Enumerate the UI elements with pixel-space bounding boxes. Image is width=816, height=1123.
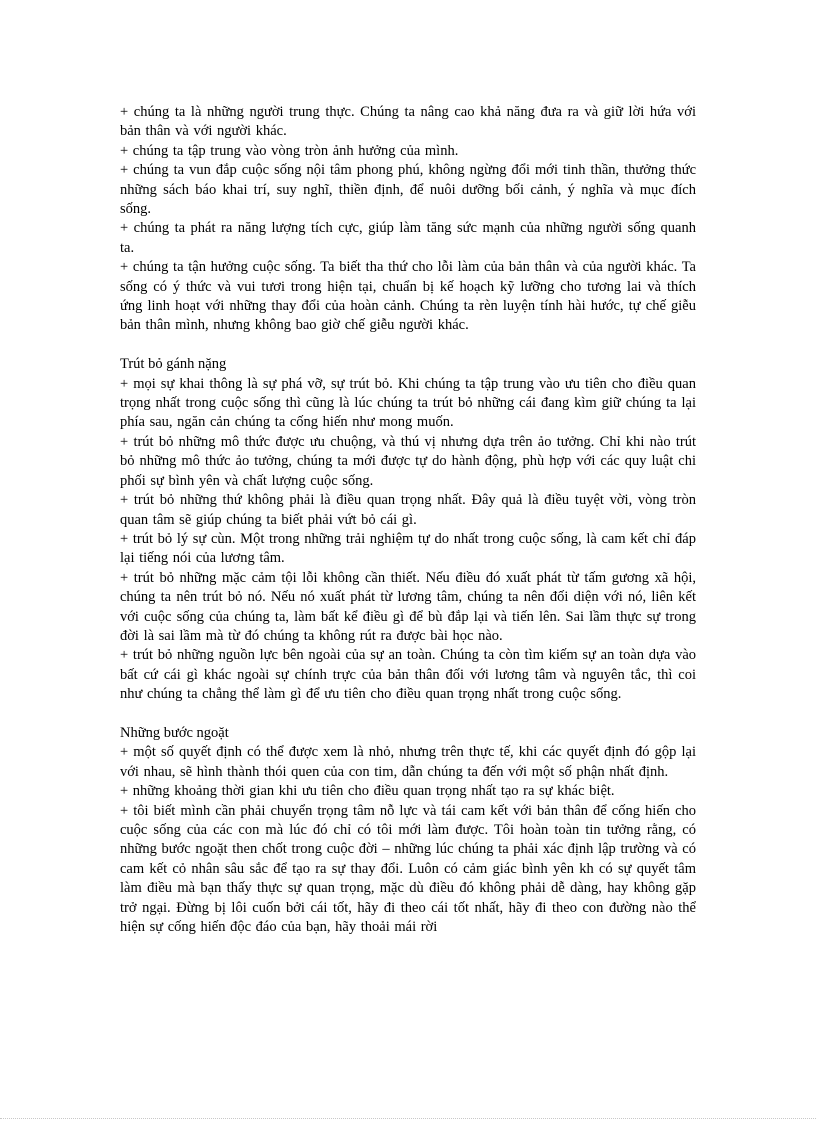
paragraph: + trút bỏ những thứ không phải là điều quan trọng nhất. Đây quả là điều tuyệt vời, vòng tròn quan tâm sẽ giúp chúng ta biết phải vứt bỏ cái gì. <box>120 492 696 528</box>
paragraph: + chúng ta phát ra năng lượng tích cực, giúp làm tăng sức mạnh của những người sống quanh ta. <box>120 220 696 256</box>
paragraph: + chúng ta là những người trung thực. Chúng ta nâng cao khả năng đưa ra và giữ lời hứa với bản thân và với người khác. <box>120 104 696 140</box>
section-spacer <box>120 705 696 724</box>
paragraph: + những khoảng thời gian khi ưu tiên cho điều quan trọng nhất tạo ra sự khác biệt. <box>120 783 615 800</box>
paragraph: + mọi sự khai thông là sự phá vỡ, sự trút bỏ. Khi chúng ta tập trung vào ưu tiên cho điều quan trọng nhất trong cuộc sống thì cũng là lúc chúng ta trút bỏ những cái đang kìm giữ chúng ta lại phía sau, ngăn cản chúng ta cống hiến như mong muốn. <box>120 375 696 431</box>
paragraph: + một số quyết định có thể được xem là nhỏ, nhưng trên thực tế, khi các quyết định đó gộp lại với nhau, sẽ hình thành thói quen của con tim, dẫn chúng ta đến với một số phận nhất định. <box>120 744 696 780</box>
page-bottom-edge <box>0 1118 816 1123</box>
section-spacer <box>120 336 696 355</box>
paragraph: + tôi biết mình cần phải chuyển trọng tâm nỗ lực và tái cam kết với bản thân để cống hiến cho cuộc sống của các con mà lúc đó chỉ có tôi mới làm được. Tôi hoàn toàn tin tưởng rằng, có những bước ngoặt then chốt trong cuộc đời – những lúc chúng ta phải xác định lập trường và có cam kết cỏ nhân sâu sắc để tạo ra sự thay đổi. Luôn có cảm giác bình yên kh có sự quyết tâm làm điều mà bạn thấy thực sự quan trọng, mặc dù điều đó không phải dễ dàng, hay không gặp trở ngại. Đừng bị lôi cuốn bởi cái tốt, hãy đi theo cái tốt nhất, hãy đi theo con đường nào thể hiện sự cống hiến độc đáo của bạn, hãy thoải mái rời <box>120 802 696 936</box>
paragraph: + chúng ta vun đắp cuộc sống nội tâm phong phú, không ngừng đổi mới tinh thần, thưởng thức những sách báo khai trí, suy nghĩ, thiền định, để nuôi dưỡng bối cảnh, ý nghĩa và mục đích sống. <box>120 162 696 218</box>
paragraph: + trút bỏ lý sự cùn. Một trong những trải nghiệm tự do nhất trong cuộc sống, là cam kết chỉ đáp lại tiếng nói của lương tâm. <box>120 530 696 567</box>
paragraph: + chúng ta tập trung vào vòng tròn ảnh hưởng của mình. <box>120 142 459 159</box>
document-body <box>120 103 696 937</box>
section-heading: Trút bỏ gánh nặng <box>120 356 227 373</box>
section-heading: Những bước ngoặt <box>120 724 229 741</box>
paragraph: + trút bỏ những mặc cảm tội lỗi không cần thiết. Nếu điều đó xuất phát từ tấm gương xã hội, chúng ta nên trút bỏ nó. Nếu nó xuất phát từ lương tâm, chúng ta nên đối diện với nó, liên kết với cuộc sống của chúng ta, làm bất kể điều gì để bù đắp lại và tiến lên. Sai lầm thực sự trong đời là sai lầm mà từ đó chúng ta không rút ra được bài học nào. <box>120 569 696 644</box>
paragraph: + chúng ta tận hưởng cuộc sống. Ta biết tha thứ cho lỗi làm của bản thân và của người khác. Ta sống có ý thức và vui tươi trong hiện tại, chuẩn bị kế hoạch kỹ lưỡng cho tương lai và thích ứng linh hoạt với những thay đổi của hoàn cảnh. Chúng ta rèn luyện tính hài hước, tự chế giễu bản thân mình, nhưng không bao giờ chế giễu người khác. <box>120 259 696 334</box>
paragraph: + trút bỏ những mô thức được ưu chuộng, và thú vị nhưng dựa trên ảo tưởng. Chỉ khi nào trút bỏ những mô thức ảo tưởng, chúng ta mới được tự do hành động, phù hợp với các quy luật chi phối sự bình yên và chất lượng cuộc sống. <box>120 433 696 489</box>
paragraph: + trút bỏ những nguồn lực bên ngoài của sự an toàn. Chúng ta còn tìm kiếm sự an toàn dựa vào bất cứ cái gì khác ngoài sự chính trực của bản thân đối với lương tâm và nguyên tắc, thì coi như chúng ta chẳng thể làm gì để ưu tiên cho điều quan trọng nhất trong cuộc sống. <box>120 647 696 703</box>
